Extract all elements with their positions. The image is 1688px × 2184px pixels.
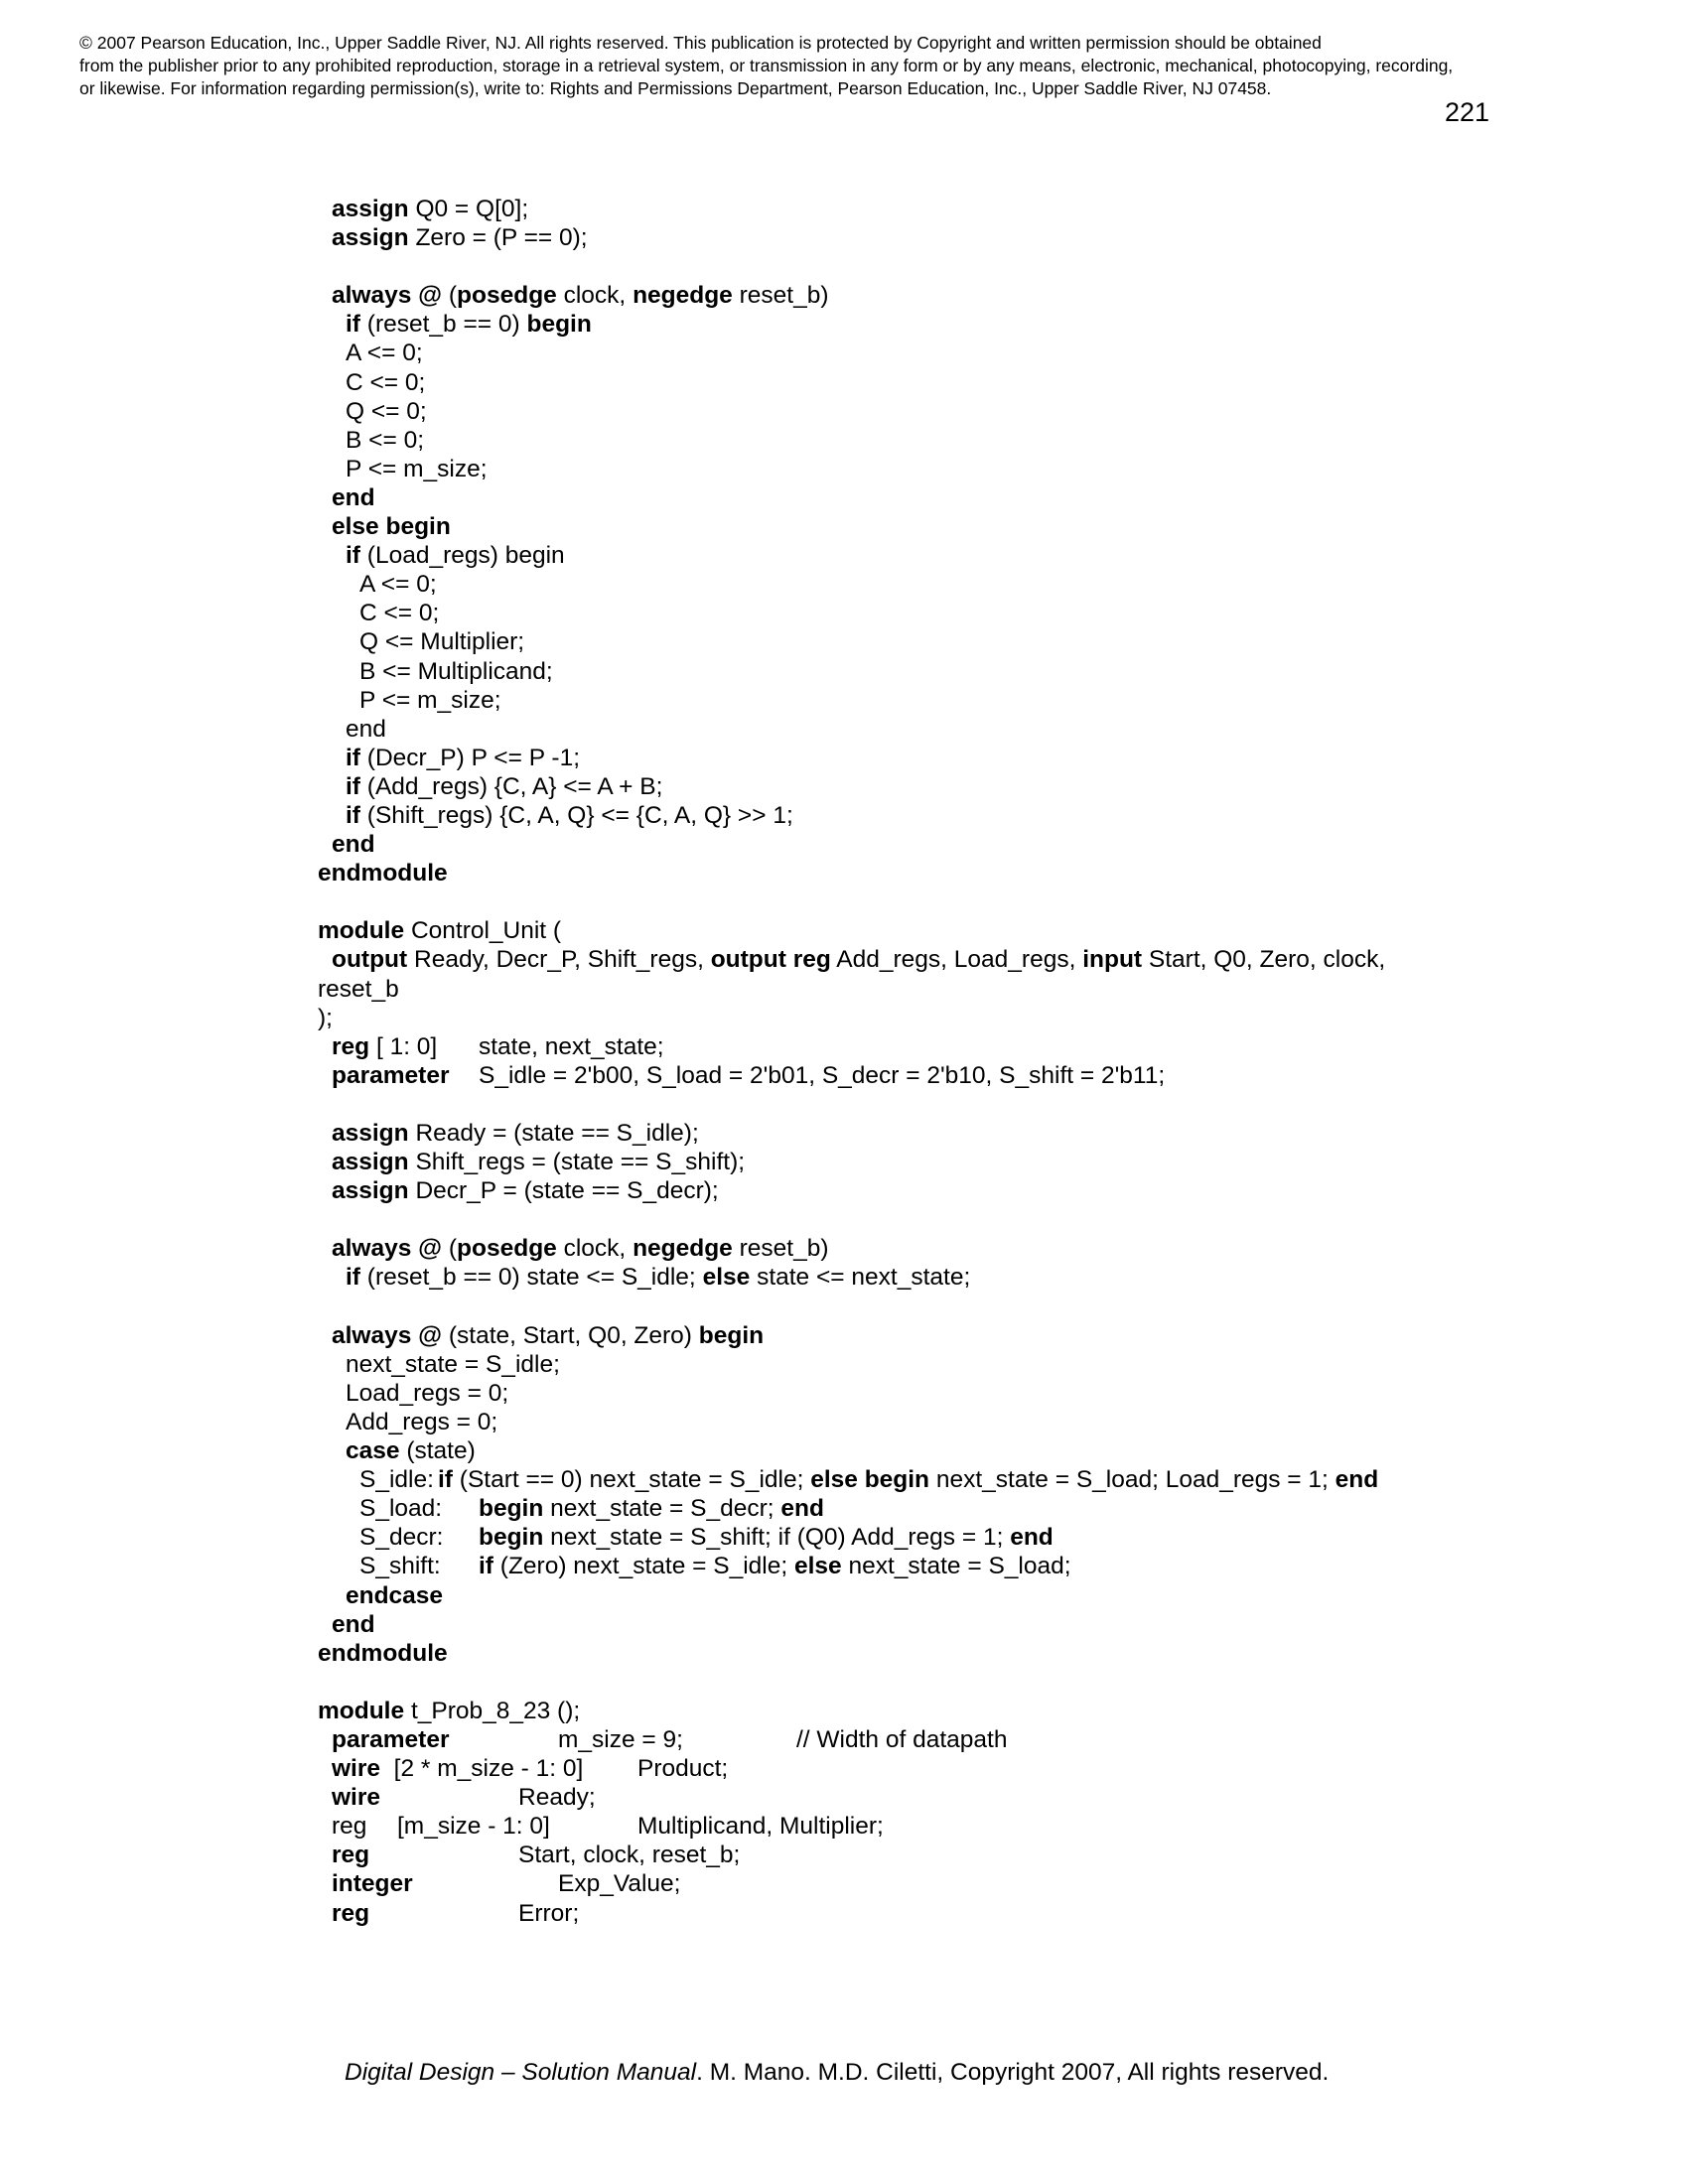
- code-line: S_decr: begin next_state = S_shift; if (Q0) Add_regs = 1; end: [359, 1524, 1054, 1552]
- code-line: end: [332, 1610, 375, 1638]
- code-line: P <= m_size;: [346, 455, 488, 482]
- code-line: module t_Prob_8_23 ();: [318, 1697, 581, 1724]
- code-line: assign Decr_P = (state == S_decr);: [332, 1177, 719, 1205]
- code-line: C <= 0;: [359, 600, 440, 627]
- copyright-notice: [79, 32, 1628, 100]
- code-line: reg [ 1: 0] state, next_state;: [332, 1032, 664, 1060]
- code-line: reg [m_size - 1: 0] Multiplicand, Multiplier;: [332, 1813, 884, 1841]
- code-line: if (reset_b == 0) state <= S_idle; else state <= next_state;: [346, 1264, 971, 1292]
- copyright-line-2: from the publisher prior to any prohibited reproduction, storage in a retrieval system, or transmission in any form or by any means, electronic, mechanical, photocopying, recording,: [79, 56, 1454, 75]
- footer-title: Digital Design – Solution Manual: [345, 2059, 697, 2086]
- code-line: assign Zero = (P == 0);: [332, 224, 588, 252]
- footer-rest: . M. Mano. M.D. Ciletti, Copyright 2007, All rights reserved.: [696, 2059, 1330, 2086]
- code-line: Q <= Multiplier;: [359, 628, 525, 656]
- copyright-line-1: © 2007 Pearson Education, Inc., Upper Saddle River, NJ. All rights reserved. This publication is protected by Copyright and written permission should be obtained: [79, 33, 1322, 53]
- code-listing: [0, 195, 1688, 1928]
- code-line: parameter S_idle = 2'b00, S_load = 2'b01, S_decr = 2'b10, S_shift = 2'b11;: [332, 1061, 1166, 1089]
- blank-line: [0, 1090, 1688, 1119]
- code-line: integer Exp_Value;: [332, 1870, 681, 1898]
- code-line: S_load: begin next_state = S_decr; end: [359, 1495, 824, 1523]
- code-line: Load_regs = 0;: [346, 1379, 509, 1407]
- code-line: endcase: [346, 1581, 444, 1609]
- code-line: Q <= 0;: [346, 397, 427, 425]
- code-line: S_idle: if (Start == 0) next_state = S_idle; else begin next_state = S_load; Load_regs = 1; end: [359, 1466, 1379, 1494]
- code-line: assign Q0 = Q[0];: [332, 196, 529, 222]
- code-line: if (reset_b == 0) begin: [346, 311, 592, 339]
- code-line: A <= 0;: [359, 571, 437, 599]
- code-line: Add_regs = 0;: [346, 1408, 498, 1435]
- code-line: P <= m_size;: [359, 686, 501, 714]
- code-line: reset_b: [318, 975, 399, 1003]
- code-line: A <= 0;: [346, 340, 423, 367]
- code-line: parameter m_size = 9; // Width of datapath: [332, 1725, 1008, 1753]
- code-line: if (Shift_regs) {C, A, Q} <= {C, A, Q} >> 1;: [346, 801, 793, 829]
- code-line: S_shift: if (Zero) next_state = S_idle; else next_state = S_load;: [359, 1553, 1071, 1580]
- blank-line: [0, 887, 1688, 916]
- blank-line: [0, 1205, 1688, 1234]
- code-line: endmodule: [318, 1639, 448, 1667]
- code-line: case (state): [346, 1437, 476, 1465]
- code-line: wire Ready;: [332, 1784, 596, 1812]
- code-line: );: [318, 1004, 333, 1031]
- code-line: C <= 0;: [346, 368, 426, 396]
- copyright-line-3: or likewise. For information regarding permission(s), write to: Rights and Permissions Department, Pearson Education, Inc., Upper Saddle River, NJ 07458.: [79, 78, 1272, 98]
- code-line: B <= Multiplicand;: [359, 657, 553, 685]
- code-line: reg Start, clock, reset_b;: [332, 1842, 741, 1869]
- code-line: if (Decr_P) P <= P -1;: [346, 744, 581, 771]
- code-line: output Ready, Decr_P, Shift_regs, output reg Add_regs, Load_regs, input Start, Q0, Zero, clock,: [332, 946, 1386, 974]
- code-line: assign Ready = (state == S_idle);: [332, 1120, 699, 1147]
- page-footer: [0, 2059, 1688, 2087]
- code-line: end: [332, 483, 375, 511]
- code-line: end: [332, 831, 375, 859]
- blank-line: [0, 1293, 1688, 1321]
- code-line: else begin: [332, 513, 451, 541]
- code-line: always @ (state, Start, Q0, Zero) begin: [332, 1321, 765, 1349]
- code-line: reg Error;: [332, 1899, 580, 1927]
- code-line: if (Load_regs) begin: [346, 542, 565, 570]
- code-line: wire [2 * m_size - 1: 0] Product;: [332, 1755, 729, 1783]
- code-line: module Control_Unit (: [318, 917, 562, 945]
- code-line: if (Add_regs) {C, A} <= A + B;: [346, 772, 663, 800]
- page-number: 221: [1444, 97, 1489, 127]
- code-line: always @ (posedge clock, negedge reset_b): [332, 282, 829, 310]
- code-line: B <= 0;: [346, 426, 425, 454]
- blank-line: [0, 1668, 1688, 1697]
- code-line: always @ (posedge clock, negedge reset_b): [332, 1235, 829, 1263]
- code-line: end: [346, 715, 386, 743]
- code-line: endmodule: [318, 860, 448, 887]
- code-line: next_state = S_idle;: [346, 1350, 560, 1378]
- blank-line: [0, 252, 1688, 281]
- code-line: assign Shift_regs = (state == S_shift);: [332, 1149, 746, 1176]
